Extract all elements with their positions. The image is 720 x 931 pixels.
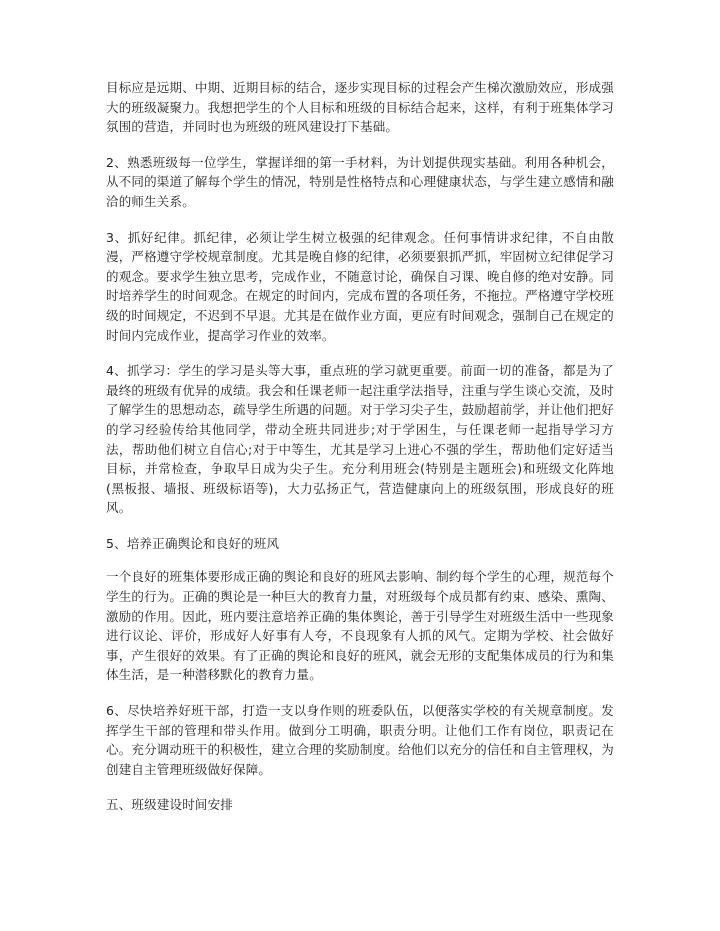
paragraph-goals-continuation: 目标应是远期、中期、近期目标的结合，逐步实现目标的过程会产生梯次激励效应，形成强大的班级凝聚力。我想把学生的个人目标和班级的目标结合起来，这样，有利于班集体学习氛围的营造，并同时也为班级的班风建设打下基础。 (106, 80, 615, 135)
paragraph-item-6-class-cadres: 6、尽快培养好班干部，打造一支以身作则的班委队伍，以便落实学校的有关规章制度。发挥学生干部的管理和带头作用。做到分工明确，职责分明。让他们工作有岗位，职责记在心。充分调动班干的积极性，建立合理的奖励制度。给他们以充分的信任和自主管理权，为创建自主管理班级做好保障。 (106, 703, 615, 777)
heading-item-5-public-opinion: 5、培养正确舆论和良好的班风 (106, 535, 280, 551)
section-heading-schedule: 五、班级建设时间安排 (106, 797, 234, 813)
paragraph-item-4-study: 4、抓学习：学生的学习是头等大事，重点班的学习就更重要。前面一切的准备，都是为了最终的班级有优异的成绩。我会和任课老师一起注重学法指导，注重与学生谈心交流，及时了解学生的思想动态，疏导学生所遇的问题。对于学习尖子生，鼓励超前学，并让他们把好的学习经验传给其他同学，带动全班共同进步;对于学困生，与任课老师一起指导学习方法，帮助他们树立自信心;对于中等生，尤其是学习上进心不强的学生，帮助他们定好适当目标，并常检查，争取早日成为尖子生。充分利用班会(特别是主题班会)和班级文化阵地(黑板报、墙报、班级标语等)，大力弘扬正气，营造健康向上的班级氛围，形成良好的班风。 (106, 363, 615, 516)
paragraph-item-3-discipline: 3、抓好纪律。抓纪律，必须让学生树立极强的纪律观念。任何事情讲求纪律，不自由散漫，严格遵守学校规章制度。尤其是晚自修的纪律，必须要狠抓严抓，牢固树立纪律促学习的观念。要求学生独立思考，完成作业，不随意讨论，确保自习课、晚自修的绝对安静。同时培养学生的时间观念。在规定的时间内，完成布置的各项任务，不拖拉。严格遵守学校班级的时间规定，不迟到不早退。尤其是在做作业方面，更应有时间观念，强制自己在规定的时间内完成作业，提高学习作业的效率。 (106, 229, 615, 343)
paragraph-item-2-know-students: 2、熟悉班级每一位学生，掌握详细的第一手材料，为计划提供现实基础。利用各种机会，从不同的渠道了解每个学生的情况，特别是性格特点和心理健康状态，与学生建立感情和融洽的师生关系。 (106, 154, 615, 209)
paragraph-item-5-body: 一个良好的班集体要形成正确的舆论和良好的班风去影响、制约每个学生的心理，规范每个学生的行为。正确的舆论是一种巨大的教育力量，对班级每个成员都有约束、感染、熏陶、激励的作用。因此，班内要注意培养正确的集体舆论，善于引导学生对班级生活中一些现象进行议论、评价，形成好人好事有人夸，不良现象有人抓的风气。定期为学校、社会做好事，产生很好的效果。有了正确的舆论和良好的班风，就会无形的支配集体成员的行为和集体生活，是一种潜移默化的教育力量。 (106, 569, 615, 683)
document-body (106, 78, 614, 829)
